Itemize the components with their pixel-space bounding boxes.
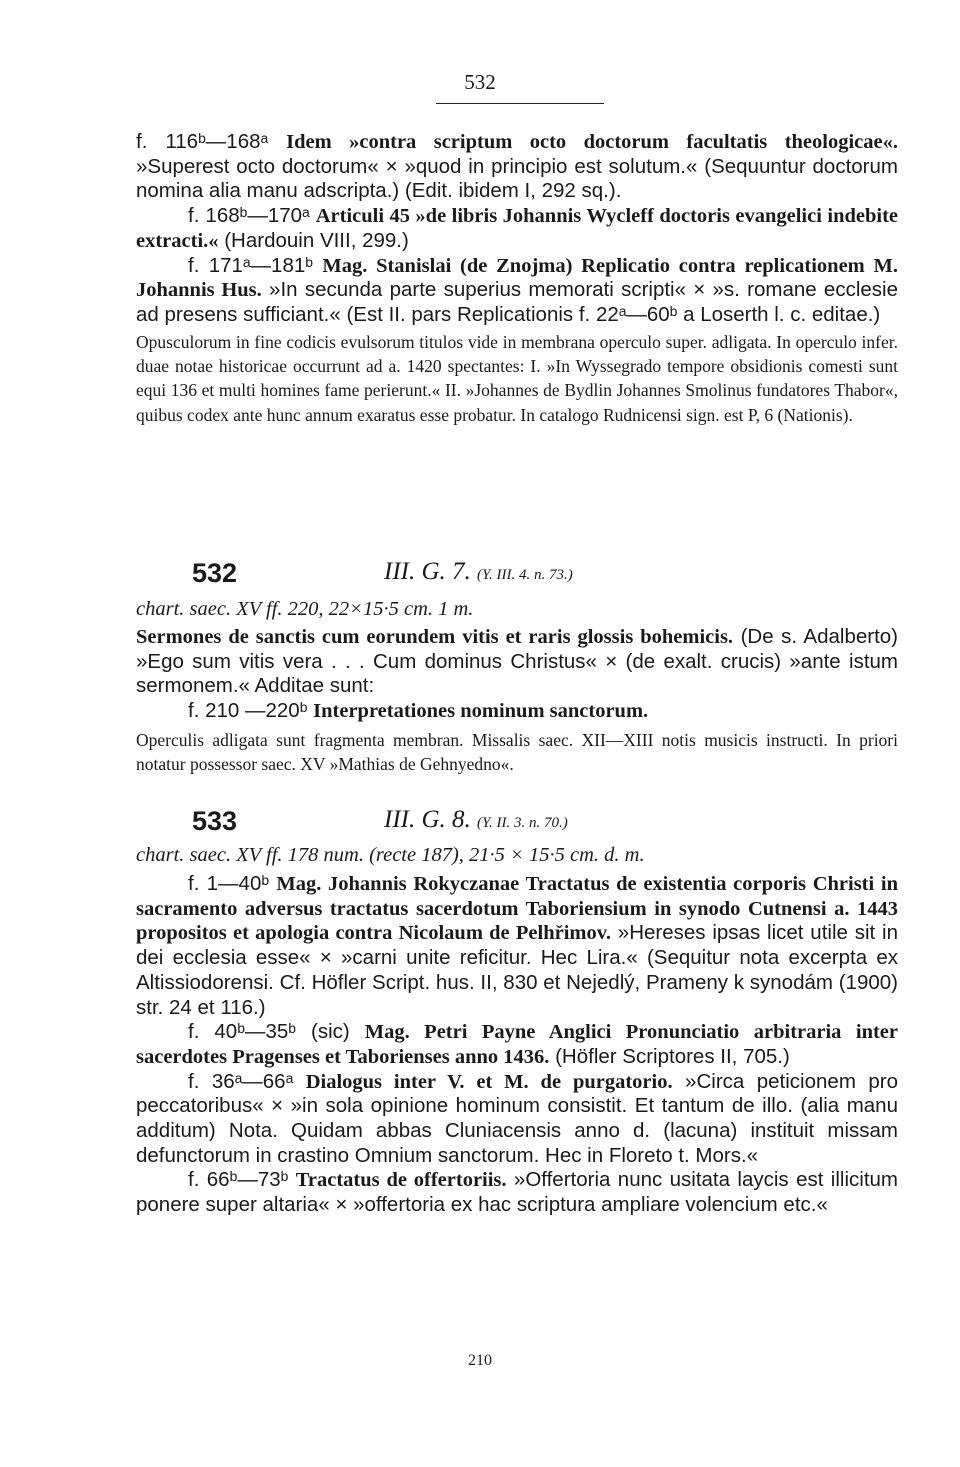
shelf-mark-old: (Y. II. 3. n. 70.)	[477, 815, 568, 831]
physical-description: chart. saec. XV ff. 178 num. (recte 187), 21·5 × 15·5 cm. d. m.	[136, 844, 645, 866]
entry-text: (Höfler Scriptores II, 705.)	[549, 1044, 790, 1068]
entry-532-heading	[136, 558, 898, 598]
intro-note: Opusculorum in fine codicis evulsorum titulos vide in membrana operculo super. adligata. In operculo infer. duae notae historicae occurrunt ad a. 1420 spectantes: I. »In Wyssegrado tempore obsidionis comesti sunt equi 136 et multi homines fame perierunt.« II. »Johannes de Bydlin Johannes Smolinus fundatores Thabor«, quibus codex ante hunc annum exaratus esse probatur. In catalogo Rudnicensi sign. est P, 6 (Nationis).	[136, 331, 898, 425]
shelf-mark	[384, 558, 573, 586]
entry-text: (De s. Adalberto) »Ego sum vitis vera . . . Cum dominus Christus« × (de exalt. crucis) »ante istum sermonem.« Additae sunt:	[136, 625, 899, 698]
entry-number: 533	[192, 806, 238, 836]
entry-title: Sermones de sanctis cum eorundem vitis et raris glossis bohemicis.	[136, 626, 734, 648]
intro-entry-2	[136, 204, 898, 253]
entry-533-item-4	[136, 1168, 898, 1217]
intro-entry-3	[136, 254, 898, 328]
header-rule	[436, 103, 604, 104]
folio-ref: f. 40ᵇ—35ᵇ (sic)	[188, 1020, 350, 1044]
entry-532-item-1	[136, 699, 898, 724]
entry-532-note: Operculis adligata sunt fragmenta membran. Missalis saec. XII—XIII notis musicis instructi. In priori notatur possessor saec. XV »Mathias de Gehnyedno«.	[136, 729, 898, 775]
entry-532-title	[136, 625, 898, 699]
entry-533-heading	[136, 806, 898, 846]
folio-ref: f. 116ᵇ—168ᵃ	[136, 130, 269, 153]
entry-title: Dialogus inter V. et M. de purgatorio.	[305, 1070, 673, 1093]
footer-page-number: 210	[468, 1352, 492, 1369]
entry-text: »Offertoria nunc usitata laycis est illicitum ponere super altaria« × »offertoria ex hac scriptura ampliare volencium etc.«	[136, 1168, 898, 1217]
physical-description: chart. saec. XV ff. 220, 22×15·5 cm. 1 m.	[136, 598, 474, 620]
folio-ref: f. 1—40ᵇ	[188, 872, 270, 895]
entry-532-body	[136, 596, 898, 777]
page-number: 532	[464, 70, 496, 94]
intro-section	[136, 130, 898, 427]
folio-ref: f. 210 —220ᵇ	[188, 699, 308, 723]
entry-number: 532	[192, 558, 238, 588]
entry-title: Mag. Stanislai (de Znojma) Replicatio contra replicationem M. Johannis Hus.	[136, 254, 898, 302]
entry-text: »In secunda parte superius memorati scripti« × »s. romane ecclesie ad presens sufficiant.« (Est II. pars Replicationis f. 22ᵃ—60ᵇ a Loserth l. c. editae.)	[136, 278, 898, 326]
entry-title: Tractatus de offertoriis.	[295, 1169, 507, 1192]
entry-title: Mag. Johannis Rokyczanae Tractatus de existentia corporis Christi in sacramento adversus tractatus sacerdotum Taboriensium in synodo Cutnensi a. 1443 propositos et apologia contra Nicolaum de Pelhřimov.	[136, 873, 898, 945]
entry-title: Articuli 45 »de libris Johannis Wycleff doctoris evangelici indebite extracti.«	[136, 205, 898, 252]
entry-text: (Hardouin VIII, 299.)	[218, 228, 409, 252]
entry-533-item-1	[136, 872, 898, 1020]
shelf-mark-old: (Y. III. 4. n. 73.)	[477, 567, 573, 583]
entry-533-item-2	[136, 1020, 898, 1069]
shelf-mark-current: III. G. 7.	[384, 558, 471, 585]
entry-title: Idem »contra scriptum octo doctorum facultatis theologicae«.	[286, 131, 898, 153]
intro-entry-1	[136, 130, 898, 204]
folio-ref: f. 66ᵇ—73ᵇ	[188, 1168, 289, 1192]
entry-text: »Superest octo doctorum« × »quod in principio est solutum.« (Sequuntur doctorum nomina alia manu adscripta.) (Edit. ibidem I, 292 sq.).	[136, 154, 898, 203]
folio-ref: f. 171ᵃ—181ᵇ	[188, 253, 313, 277]
folio-ref: f. 168ᵇ—170ᵃ	[188, 204, 310, 228]
folio-ref: f. 36ᵃ—66ᵃ	[188, 1069, 294, 1093]
shelf-mark	[384, 806, 568, 834]
entry-text: »Circa peticionem pro peccatoribus« × »in sola opinione hominum consistit. Et tantum de illo. (alia manu additum) Nota. Quidam abbas Cluniacensis anno d. (lacuna) instituit missam defunctorum in crastino Omnium sanctorum. Hec in Floreto t. Mors.«	[136, 1069, 898, 1167]
entry-title: Interpretationes nominum sanctorum.	[313, 700, 649, 723]
entry-533-item-3	[136, 1070, 898, 1169]
entry-533-body	[136, 842, 898, 1218]
entry-text: »Hereses ipsas licet utile sit in dei ecclesia esse« × »carni unite reficitur. Hec Lira.« (Sequitur nota excerpta ex Altissiodorensi. Cf. Höfler Script. hus. II, 830 et Nejedlý, Prameny k synodám (1900) str. 24 et 116.)	[136, 921, 898, 1019]
shelf-mark-current: III. G. 8.	[384, 806, 471, 833]
entry-title: Mag. Petri Payne Anglici Pronunciatio arbitraria inter sacerdotes Pragenses et Taborienses anno 1436.	[136, 1021, 898, 1068]
